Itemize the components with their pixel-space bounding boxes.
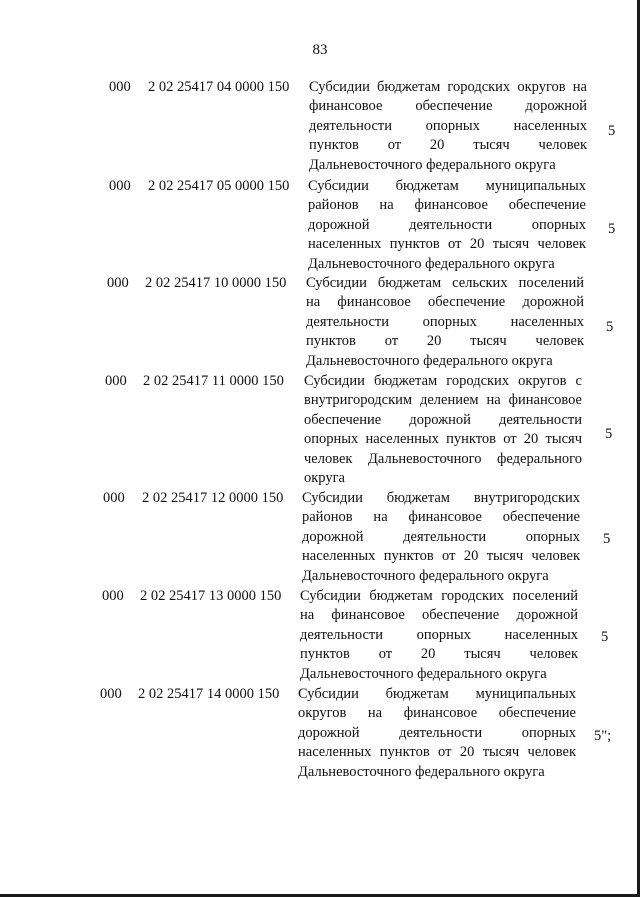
income-description [298,685,576,782]
amount-value: 5 [606,319,614,335]
description-line: обеспечение дорожной деятельности [304,411,582,428]
amount-value: 5 [608,221,616,237]
description-line: Субсидии бюджетам муниципальных [298,686,576,702]
description-line: деятельности опорных населенных [306,313,584,330]
amount-value: 5 [605,426,613,442]
income-description [300,587,578,684]
description-line: районов на финансовое обеспечение [308,197,586,214]
description-line: Дальневосточного федерального округа [298,763,545,780]
amount-value: 5 [608,123,616,139]
description-line: человек Дальневосточного федерального [304,450,582,467]
amount-value: 5 [601,629,609,645]
income-description [306,274,584,371]
description-line: округов на финансовое обеспечение [298,705,576,722]
description-line: деятельности опорных населенных [300,626,578,643]
classification-code: 2 02 25417 05 0000 150 [148,178,290,194]
description-line: районов на финансовое обеспечение [302,509,580,526]
page-number: 83 [312,42,328,58]
description-line: Субсидии бюджетам городских поселений [300,588,578,604]
income-description [308,177,586,274]
income-description [309,78,587,175]
description-line: Дальневосточного федерального округа [308,255,555,272]
description-line: Дальневосточного федерального округа [300,665,547,682]
amount-value: 5 [603,531,611,547]
income-description [304,372,582,488]
admin-code: 000 [100,686,122,702]
admin-code: 000 [105,373,127,389]
description-line: Субсидии бюджетам городских округов на [309,79,587,95]
description-line: деятельности опорных населенных [309,117,587,134]
description-line: населенных пунктов от 20 тысяч человек [298,744,576,761]
description-line: пунктов от 20 тысяч человек [309,137,587,154]
amount-value: 5"; [594,728,612,744]
description-line: дорожной деятельности опорных [302,528,580,545]
description-line: населенных пунктов от 20 тысяч человек [302,548,580,565]
description-line: округа [304,470,345,487]
classification-code: 2 02 25417 10 0000 150 [145,275,287,291]
admin-code: 000 [103,490,125,506]
description-line: опорных населенных пунктов от 20 тысяч [304,431,582,448]
description-line: дорожной деятельности опорных [308,216,586,233]
classification-code: 2 02 25417 11 0000 150 [143,373,284,389]
description-line: финансовое обеспечение дорожной [309,98,587,115]
description-line: пунктов от 20 тысяч человек [300,646,578,663]
description-line: Дальневосточного федерального округа [306,352,553,369]
classification-code: 2 02 25417 13 0000 150 [140,588,282,604]
description-line: Субсидии бюджетам внутригородских [302,490,580,506]
classification-code: 2 02 25417 14 0000 150 [138,686,280,702]
description-line: населенных пунктов от 20 тысяч человек [308,236,586,253]
description-line: Дальневосточного федерального округа [302,567,549,584]
admin-code: 000 [107,275,129,291]
description-line: на финансовое обеспечение дорожной [300,607,578,624]
description-line: дорожной деятельности опорных [298,724,576,741]
description-line: Субсидии бюджетам городских округов с [304,373,582,389]
classification-code: 2 02 25417 12 0000 150 [142,490,284,506]
description-line: пунктов от 20 тысяч человек [306,333,584,350]
admin-code: 000 [109,178,131,194]
admin-code: 000 [102,588,124,604]
description-line: Дальневосточного федерального округа [309,156,556,173]
description-line: на финансовое обеспечение дорожной [306,294,584,311]
description-line: внутригородским делением на финансовое [304,392,582,409]
classification-code: 2 02 25417 04 0000 150 [148,79,290,95]
admin-code: 000 [109,79,131,95]
income-description [302,489,580,586]
description-line: Субсидии бюджетам муниципальных [308,178,586,194]
description-line: Субсидии бюджетам сельских поселений [306,275,584,291]
